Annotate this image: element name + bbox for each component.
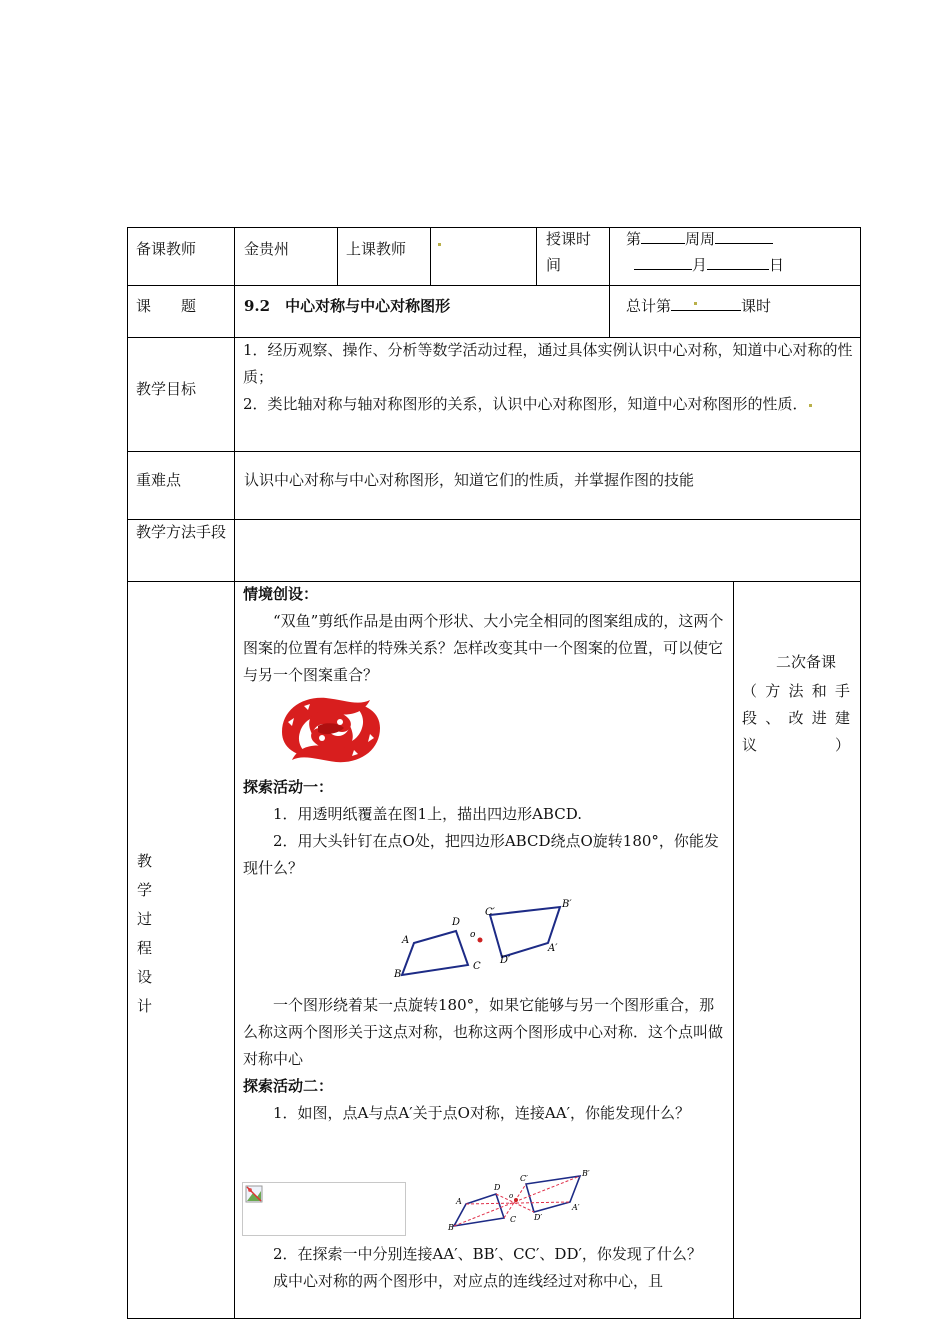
class-teacher-value [437,230,442,257]
fig2-label-b-prime: B′ [582,1169,590,1178]
broken-image-placeholder [242,1182,406,1236]
process-label-char: 设 [137,968,153,986]
explore2-step1: 1．如图，点A与点A′关于点O对称，连接AA′，你能发现什么？ [273,1104,690,1122]
table-border-left [127,227,128,1319]
schedule-field [626,226,856,278]
methods-label: 教学方法手段 [136,523,227,541]
side-note-body: （方法和手段、改进建议） [742,682,854,754]
col-divider [733,581,734,1319]
time-label [546,226,591,278]
col-divider [430,227,431,286]
explore2-step2: 2．在探索一中分别连接AA′、BB′、CC′、DD′，你发现了什么？ [273,1245,702,1263]
col-divider [609,227,610,338]
week-blank [641,227,685,244]
explore1-block [243,774,727,882]
class-teacher-label: 上课教师 [346,240,407,258]
table-border-bottom [127,1318,861,1319]
topic-title: 9.2 中心对称与中心对称图形 [244,297,451,315]
label-b-prime: B′ [562,899,572,910]
objectives-label: 教学目标 [136,380,197,398]
objective-2: 2．类比轴对称与轴对称图形的关系，认识中心对称图形，知道中心对称图形的性质． [243,391,855,418]
teacher-name: 金贵州 [244,240,290,258]
process-label-char: 计 [137,997,153,1015]
row-divider [127,451,861,452]
day-label: 日 [769,256,785,274]
total-suffix: 课时 [741,297,772,315]
scenario-title: 情境创设： [243,585,319,603]
topic-label: 课 题 [136,297,197,315]
col-divider [536,227,537,286]
process-label-char: 教 [137,852,153,870]
side-note-title: 二次备课 [776,653,837,671]
explore2-continued [243,1241,727,1295]
total-hours [626,293,771,320]
label-a: A [402,935,410,946]
label-d: D [452,917,461,928]
time-label-line1: 授课时 [546,230,592,248]
fig2-label-c-prime: C′ [520,1174,528,1183]
objective-1: 1．经历观察、操作、分析等数学活动过程，通过具体实例认识中心对称，知道中心对称的性质； [243,341,853,386]
process-label-char: 程 [137,939,153,957]
label-a-prime: A′ [548,943,558,954]
definition-text: 一个图形绕着某一点旋转180°，如果它能够与另一个图形重合，那么称这两个图形关于这点对称，也称这两个图形成中心对称．这个点叫做对称中心 [243,996,724,1068]
label-c-prime: C′ [485,907,495,918]
time-label-line2: 间 [546,256,562,274]
fig2-label-o: o [509,1192,514,1200]
process-label-char: 过 [137,910,153,928]
explore1-step2: 2．用大头针钉在点O处，把四边形ABCD绕点O旋转180°，你能发现什么？ [243,832,719,877]
teacher-label: 备课教师 [136,240,197,258]
label-b: B [394,969,402,980]
objectives-content [243,337,855,418]
week-prefix: 第 [626,230,642,248]
definition-block [243,992,727,1127]
label-d-prime: D′ [500,955,511,966]
key-points-label: 重难点 [136,471,182,489]
row-divider [127,519,861,520]
month-label: 月 [692,256,708,274]
col-divider [337,227,338,286]
week-mid: 周周 [685,230,716,248]
side-note-text [742,678,854,759]
scenario-text: “双鱼”剪纸作品是由两个形状、大小完全相同的图案组成的，这两个图案的位置有怎样的特殊关系？怎样改变其中一个图案的位置，可以使它与另一个图案重合？ [243,612,724,684]
row-divider [127,285,861,286]
key-points-text: 认识中心对称与中心对称图形，知道它们的性质，并掌握作图的技能 [244,471,695,489]
fig2-label-b: B [448,1223,454,1232]
double-fish-papercut-image [274,692,388,768]
col-divider [234,227,235,1319]
explore1-title: 探索活动一： [243,778,334,796]
process-content [243,581,727,689]
explore1-step1: 1．用透明纸覆盖在图1上，描出四边形ABCD. [273,805,582,823]
explore2-title: 探索活动二： [243,1077,334,1095]
broken-image-icon [245,1185,263,1203]
fig2-label-d: D [494,1183,501,1192]
total-prefix: 总计第 [626,297,672,315]
label-o: o [470,930,476,940]
conclusion-text: 成中心对称的两个图形中，对应点的连线经过对称中心，且 [273,1272,664,1290]
quadrilateral-figure-2 [446,1166,596,1234]
process-label [137,847,157,1021]
fig2-label-a-prime: A′ [572,1203,580,1212]
label-c: C [473,961,481,972]
month-blank [634,253,692,270]
fig2-label-d-prime: D′ [534,1213,543,1222]
quadrilateral-figure-1 [390,895,590,985]
quad-abcd [402,931,468,975]
fig2-label-c: C [510,1215,517,1224]
weekday-blank [715,227,773,244]
total-blank [671,294,741,311]
day-blank [707,253,769,270]
process-label-char: 学 [137,881,153,899]
center-point-o [478,938,483,943]
fig2-label-a: A [456,1197,462,1206]
table-border-right [860,227,861,1319]
